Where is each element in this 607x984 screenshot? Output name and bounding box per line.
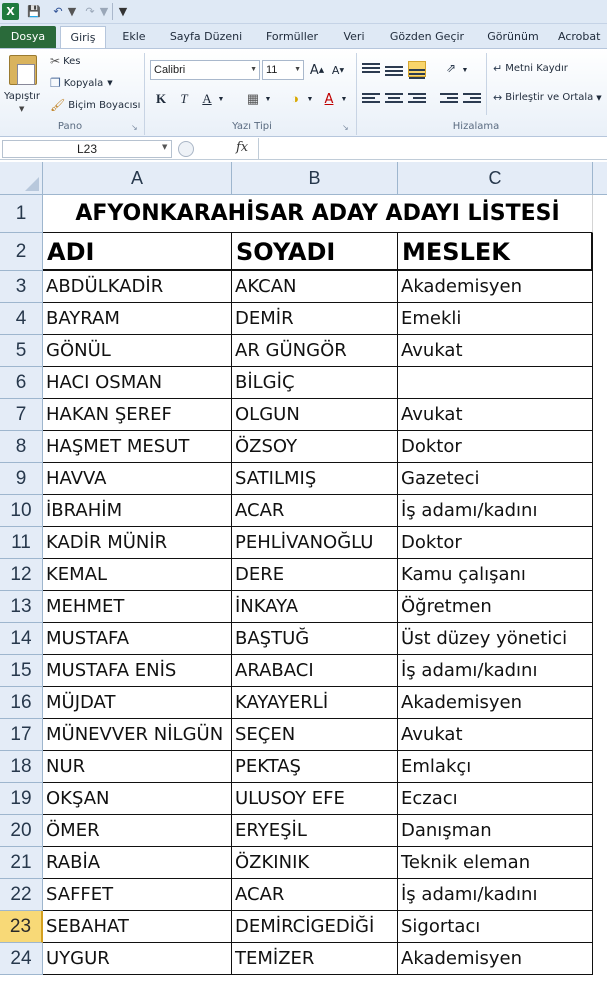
cell-meslek[interactable]: Avukat <box>398 335 593 367</box>
cell-meslek[interactable]: Sigortacı <box>398 911 593 943</box>
ribbon-tabs <box>0 24 607 48</box>
font-family-value: Calibri <box>154 64 186 76</box>
cell-adi[interactable]: MUSTAFA <box>43 623 232 655</box>
header-cell-adi[interactable]: ADI <box>43 233 232 271</box>
font-size-select[interactable] <box>262 60 304 80</box>
select-all-button[interactable] <box>0 162 43 195</box>
increase-indent-icon[interactable] <box>463 91 481 107</box>
row-header[interactable]: 19 <box>0 783 43 815</box>
paste-icon[interactable] <box>9 55 37 85</box>
cell-meslek[interactable]: Üst düzey yönetici <box>398 623 593 655</box>
cell-meslek[interactable]: Kamu çalışanı <box>398 559 593 591</box>
cell-soyadi[interactable]: BİLGİÇ <box>232 367 398 399</box>
shrink-font-icon[interactable]: A ▼ <box>331 63 345 77</box>
cell-meslek[interactable] <box>398 367 593 399</box>
cut-button[interactable] <box>50 54 80 68</box>
cell-soyadi[interactable]: PEKTAŞ <box>232 751 398 783</box>
row-header[interactable]: 3 <box>0 271 43 303</box>
row-header[interactable]: 7 <box>0 399 43 431</box>
format-painter-button[interactable] <box>50 98 140 112</box>
column-header-c[interactable]: C <box>398 162 593 195</box>
cell-soyadi[interactable]: BAŞTUĞ <box>232 623 398 655</box>
copy-dropdown-icon[interactable]: ▼ <box>107 79 113 87</box>
row-header[interactable]: 12 <box>0 559 43 591</box>
font-size-value: 11 <box>266 64 278 76</box>
cell-soyadi[interactable]: PEHLİVANOĞLU <box>232 527 398 559</box>
align-center-icon[interactable] <box>385 91 403 107</box>
cell-adi[interactable]: MEHMET <box>43 591 232 623</box>
group-divider <box>486 53 487 115</box>
tab-formulas[interactable]: Formüller <box>265 30 319 43</box>
row-header[interactable]: 20 <box>0 815 43 847</box>
bold-button[interactable]: K <box>155 91 167 106</box>
cell-adi[interactable]: BAYRAM <box>43 303 232 335</box>
grow-font-icon[interactable]: A ▲ <box>309 62 325 78</box>
cell-adi[interactable]: HAŞMET MESUT <box>43 431 232 463</box>
cell-soyadi[interactable]: ACAR <box>232 879 398 911</box>
quick-access-toolbar <box>0 0 607 24</box>
cut-label: Kes <box>63 55 81 67</box>
wrap-text-button[interactable] <box>493 62 568 75</box>
font-group-label: Yazı Tipi <box>232 121 272 132</box>
font-family-select[interactable] <box>150 60 260 80</box>
row-header[interactable]: 14 <box>0 623 43 655</box>
header-cell-soyadi[interactable]: SOYADI <box>232 233 398 271</box>
cell-meslek[interactable]: İş adamı/kadını <box>398 495 593 527</box>
cell-adi[interactable]: MUSTAFA ENİS <box>43 655 232 687</box>
wrap-text-icon: ↵ <box>493 62 503 75</box>
chevron-down-icon: ▼ <box>250 66 257 73</box>
italic-button[interactable]: T <box>180 91 188 106</box>
wrap-text-label: Metni Kaydır <box>505 63 568 74</box>
row-header[interactable]: 24 <box>0 943 43 975</box>
cell-soyadi[interactable]: ÖZSOY <box>232 431 398 463</box>
align-left-icon[interactable] <box>362 91 380 107</box>
cell-adi[interactable]: İBRAHİM <box>43 495 232 527</box>
chevron-down-icon: ▼ <box>294 66 301 73</box>
cell-soyadi[interactable]: İNKAYA <box>232 591 398 623</box>
cell-meslek[interactable]: Emekli <box>398 303 593 335</box>
borders-dropdown-icon[interactable]: ▼ <box>264 95 272 103</box>
tab-page-layout[interactable]: Sayfa Düzeni <box>169 30 243 43</box>
borders-icon[interactable]: ▦ <box>246 91 260 106</box>
copy-button[interactable] <box>50 76 113 90</box>
cell-soyadi[interactable]: DEMİR <box>232 303 398 335</box>
font-color-dropdown-icon[interactable]: ▼ <box>340 95 348 103</box>
column-header-b[interactable]: B <box>232 162 398 195</box>
cell-meslek[interactable]: Akademisyen <box>398 687 593 719</box>
cell-adi[interactable]: SEBAHAT <box>43 911 232 943</box>
cell-adi[interactable]: NUR <box>43 751 232 783</box>
decrease-indent-icon[interactable] <box>440 91 458 107</box>
format-painter-label: Biçim Boyacısı <box>68 99 141 111</box>
toolbar-divider <box>112 3 113 20</box>
cell-adi[interactable]: SAFFET <box>43 879 232 911</box>
cell-adi[interactable]: OKŞAN <box>43 783 232 815</box>
name-box[interactable]: L23 <box>2 140 172 158</box>
row-header[interactable]: 8 <box>0 431 43 463</box>
tab-file[interactable]: Dosya <box>0 26 56 48</box>
underline-dropdown-icon[interactable]: ▼ <box>217 95 225 103</box>
scissors-icon: ✂ <box>50 54 61 68</box>
undo-dropdown-icon[interactable]: ▼ <box>67 5 77 18</box>
row-header[interactable]: 18 <box>0 751 43 783</box>
cell-meslek[interactable]: İş adamı/kadını <box>398 879 593 911</box>
cell-meslek[interactable]: Avukat <box>398 719 593 751</box>
cell-meslek[interactable]: Gazeteci <box>398 463 593 495</box>
cell-soyadi[interactable]: OLGUN <box>232 399 398 431</box>
row-header[interactable]: 13 <box>0 591 43 623</box>
column-header-a[interactable]: A <box>43 162 232 195</box>
group-divider <box>144 53 145 135</box>
tab-view[interactable]: Görünüm <box>487 30 539 43</box>
header-cell-meslek[interactable]: MESLEK <box>398 233 593 271</box>
cell-adi[interactable]: ABDÜLKADİR <box>43 271 232 303</box>
orientation-dropdown-icon[interactable]: ▼ <box>461 66 469 74</box>
copy-label: Kopyala <box>63 77 104 89</box>
cell-adi[interactable]: MÜNEVVER NİLGÜN <box>43 719 232 751</box>
cell-meslek[interactable]: Eczacı <box>398 783 593 815</box>
clipboard-launcher-icon[interactable]: ↘ <box>131 123 138 132</box>
cell-meslek[interactable]: Doktor <box>398 431 593 463</box>
cell-soyadi[interactable]: ARABACI <box>232 655 398 687</box>
merge-center-button[interactable] <box>493 91 602 104</box>
cell-meslek[interactable]: İş adamı/kadını <box>398 655 593 687</box>
cell-soyadi[interactable]: AKCAN <box>232 271 398 303</box>
cell-adi[interactable]: MÜJDAT <box>43 687 232 719</box>
cell-adi[interactable]: KEMAL <box>43 559 232 591</box>
column-header-d[interactable] <box>593 162 607 195</box>
cell-adi[interactable]: UYGUR <box>43 943 232 975</box>
row-header[interactable]: 9 <box>0 463 43 495</box>
cell-adi[interactable]: HACI OSMAN <box>43 367 232 399</box>
row-header[interactable]: 4 <box>0 303 43 335</box>
cell-soyadi[interactable]: KAYAYERLİ <box>232 687 398 719</box>
alignment-group-label: Hizalama <box>452 121 500 132</box>
redo-dropdown-icon[interactable]: ▼ <box>99 5 109 18</box>
save-icon[interactable]: 💾 <box>27 5 41 18</box>
cell-adi[interactable]: ÖMER <box>43 815 232 847</box>
clipboard-group-label: Pano <box>57 121 83 132</box>
cell-meslek[interactable]: Öğretmen <box>398 591 593 623</box>
cell-soyadi[interactable]: DERE <box>232 559 398 591</box>
tab-insert[interactable]: Ekle <box>122 30 146 43</box>
cell-adi[interactable]: HAVVA <box>43 463 232 495</box>
orientation-icon[interactable]: ⇗ <box>445 61 457 75</box>
row-header[interactable]: 15 <box>0 655 43 687</box>
paste-dropdown-icon[interactable]: ▼ <box>19 105 25 113</box>
paste-button[interactable]: Yapıştır <box>4 91 41 102</box>
tab-data[interactable]: Veri <box>343 30 365 43</box>
customize-toolbar-icon[interactable]: ▼ <box>118 5 128 18</box>
formula-divider <box>258 138 259 160</box>
cell-meslek[interactable]: Akademisyen <box>398 943 593 975</box>
font-launcher-icon[interactable]: ↘ <box>342 123 349 132</box>
cell-soyadi[interactable]: TEMİZER <box>232 943 398 975</box>
align-top-icon[interactable] <box>362 61 380 77</box>
redo-icon[interactable]: ↷ <box>85 5 95 18</box>
cell-adi[interactable]: GÖNÜL <box>43 335 232 367</box>
paintbrush-icon: 🖌 <box>50 98 66 112</box>
underline-button[interactable]: A <box>202 91 212 106</box>
cell-meslek[interactable]: Avukat <box>398 399 593 431</box>
cell-soyadi[interactable]: SATILMIŞ <box>232 463 398 495</box>
tab-acrobat[interactable]: Acrobat <box>558 30 601 43</box>
align-right-icon[interactable] <box>408 91 426 107</box>
merge-center-label: Birleştir ve Ortala <box>505 92 594 103</box>
row-header[interactable]: 22 <box>0 879 43 911</box>
row-header[interactable]: 1 <box>0 195 43 233</box>
row-header[interactable]: 6 <box>0 367 43 399</box>
row-header[interactable]: 11 <box>0 527 43 559</box>
chevron-down-icon[interactable]: ▼ <box>162 143 168 151</box>
cell-soyadi[interactable]: ERYEŞİL <box>232 815 398 847</box>
cell-meslek[interactable]: Teknik eleman <box>398 847 593 879</box>
ribbon <box>0 48 607 137</box>
row-header[interactable]: 2 <box>0 233 43 271</box>
cell-meslek[interactable]: Emlakçı <box>398 751 593 783</box>
cell-adi[interactable]: HAKAN ŞEREF <box>43 399 232 431</box>
formula-bar <box>0 138 607 160</box>
undo-icon[interactable]: ↶ <box>53 5 63 18</box>
cell-meslek[interactable]: Doktor <box>398 527 593 559</box>
tab-home[interactable]: Giriş <box>60 26 106 48</box>
row-header[interactable]: 5 <box>0 335 43 367</box>
formula-input[interactable] <box>262 141 602 157</box>
cell-soyadi[interactable]: AR GÜNGÖR <box>232 335 398 367</box>
cell-meslek[interactable]: Danışman <box>398 815 593 847</box>
fill-color-dropdown-icon[interactable]: ▼ <box>306 95 314 103</box>
font-color-icon[interactable]: A <box>324 91 334 107</box>
row-header[interactable]: 16 <box>0 687 43 719</box>
cell-soyadi[interactable]: ACAR <box>232 495 398 527</box>
sheet-title[interactable]: AFYONKARAHİSAR ADAY ADAYI LİSTESİ <box>43 195 593 233</box>
fill-color-icon[interactable]: ◑ <box>291 91 299 106</box>
merge-dropdown-icon[interactable]: ▼ <box>596 93 602 102</box>
cell-soyadi[interactable]: ÖZKINIK <box>232 847 398 879</box>
excel-app-icon[interactable]: X <box>2 3 19 20</box>
row-header[interactable]: 17 <box>0 719 43 751</box>
formula-bar-resize-handle[interactable] <box>178 141 194 157</box>
align-middle-icon[interactable] <box>385 61 403 77</box>
tab-review[interactable]: Gözden Geçir <box>389 30 465 43</box>
cell-soyadi[interactable]: DEMİRCİGEDİĞİ <box>232 911 398 943</box>
row-header[interactable]: 10 <box>0 495 43 527</box>
align-bottom-icon[interactable] <box>408 61 426 77</box>
insert-function-icon[interactable]: fx <box>236 140 249 155</box>
cell-adi[interactable]: KADİR MÜNİR <box>43 527 232 559</box>
cell-soyadi[interactable]: SEÇEN <box>232 719 398 751</box>
cell-adi[interactable]: RABİA <box>43 847 232 879</box>
merge-icon: ↔ <box>493 91 503 104</box>
row-header[interactable]: 21 <box>0 847 43 879</box>
spreadsheet-grid <box>0 162 607 984</box>
cell-meslek[interactable]: Akademisyen <box>398 271 593 303</box>
cell-soyadi[interactable]: ULUSOY EFE <box>232 783 398 815</box>
row-header[interactable]: 23 <box>0 911 43 943</box>
copy-icon: ❐ <box>50 76 61 90</box>
